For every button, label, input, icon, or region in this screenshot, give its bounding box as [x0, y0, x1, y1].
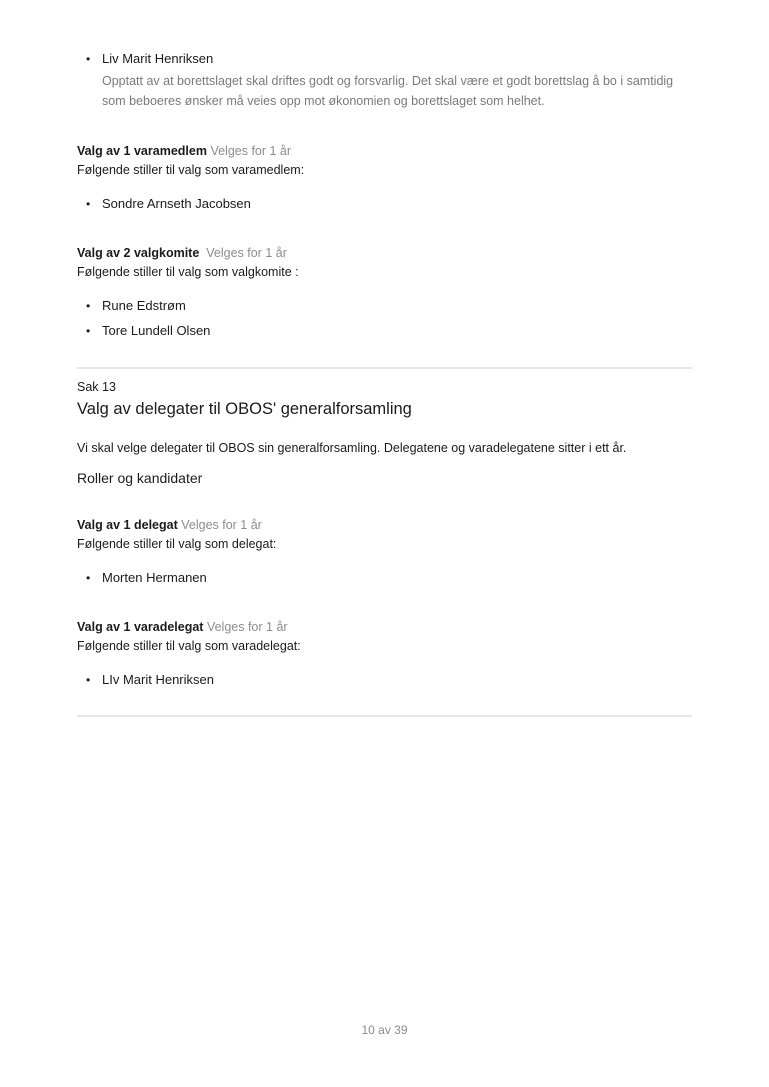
candidate-list-valgkomite [77, 297, 692, 315]
vote-intro-valgkomite: Følgende stiller til valg som valgkomite : [77, 265, 299, 279]
candidate-list-varadelegat [77, 671, 692, 689]
vote-title: Valg av 2 valgkomite [77, 246, 200, 260]
candidate-list-delegat [77, 569, 692, 587]
candidate-list-vara [77, 195, 692, 213]
page-number: 10 av 39 [361, 1023, 408, 1037]
candidate-list-valgkomite-2 [77, 322, 692, 340]
candidate-name: Liv Marit Henriksen [102, 51, 214, 66]
vote-intro-varadelegat: Følgende stiller til valg som varadelegat: [77, 639, 301, 653]
vote-term: Velges for 1 år [181, 518, 262, 532]
sak-label: Sak 13 [77, 380, 116, 394]
vote-intro-vara: Følgende stiller til valg som varamedlem: [77, 163, 305, 177]
section-divider [77, 367, 692, 369]
section-divider-bottom [77, 715, 692, 717]
sak-title: Valg av delegater til OBOS' generalforsamling [77, 400, 412, 418]
vote-term: Velges for 1 år [210, 144, 292, 158]
sak-body: Vi skal velge delegater til OBOS sin generalforsamling. Delegatene og varadelegatene sitter i ett år. [77, 441, 627, 455]
vote-heading-valgkomite [77, 244, 692, 262]
candidate-description: Opptatt av at borettslaget skal driftes godt og forsvarlig. Det skal være et godt borettslag å bo i samtidig som beboeres ønsker må veies opp mot økonomien og borettslaget som helhet. [102, 74, 674, 108]
list-item: • Tore Lundell Olsen [77, 322, 692, 340]
vote-title: Valg av 1 delegat [77, 518, 178, 532]
roles-subheading: Roller og kandidater [77, 470, 203, 486]
list-item: • Sondre Arnseth Jacobsen [77, 195, 692, 213]
vote-title: Valg av 1 varadelegat [77, 620, 204, 634]
list-item [77, 50, 692, 111]
list-item: • Morten Hermanen [77, 569, 692, 587]
list-item: • Rune Edstrøm [77, 297, 692, 315]
vote-heading-varadelegat [77, 618, 692, 636]
vote-heading-vara [77, 142, 692, 160]
vote-heading-delegat [77, 516, 692, 534]
vote-intro-delegat: Følgende stiller til valg som delegat: [77, 537, 277, 551]
candidate-list-top [77, 50, 692, 111]
list-item: • LIv Marit Henriksen [77, 671, 692, 689]
vote-term: Velges for 1 år [206, 620, 288, 634]
vote-term: Velges for 1 år [206, 246, 287, 260]
vote-title: Valg av 1 varamedlem [77, 144, 207, 158]
